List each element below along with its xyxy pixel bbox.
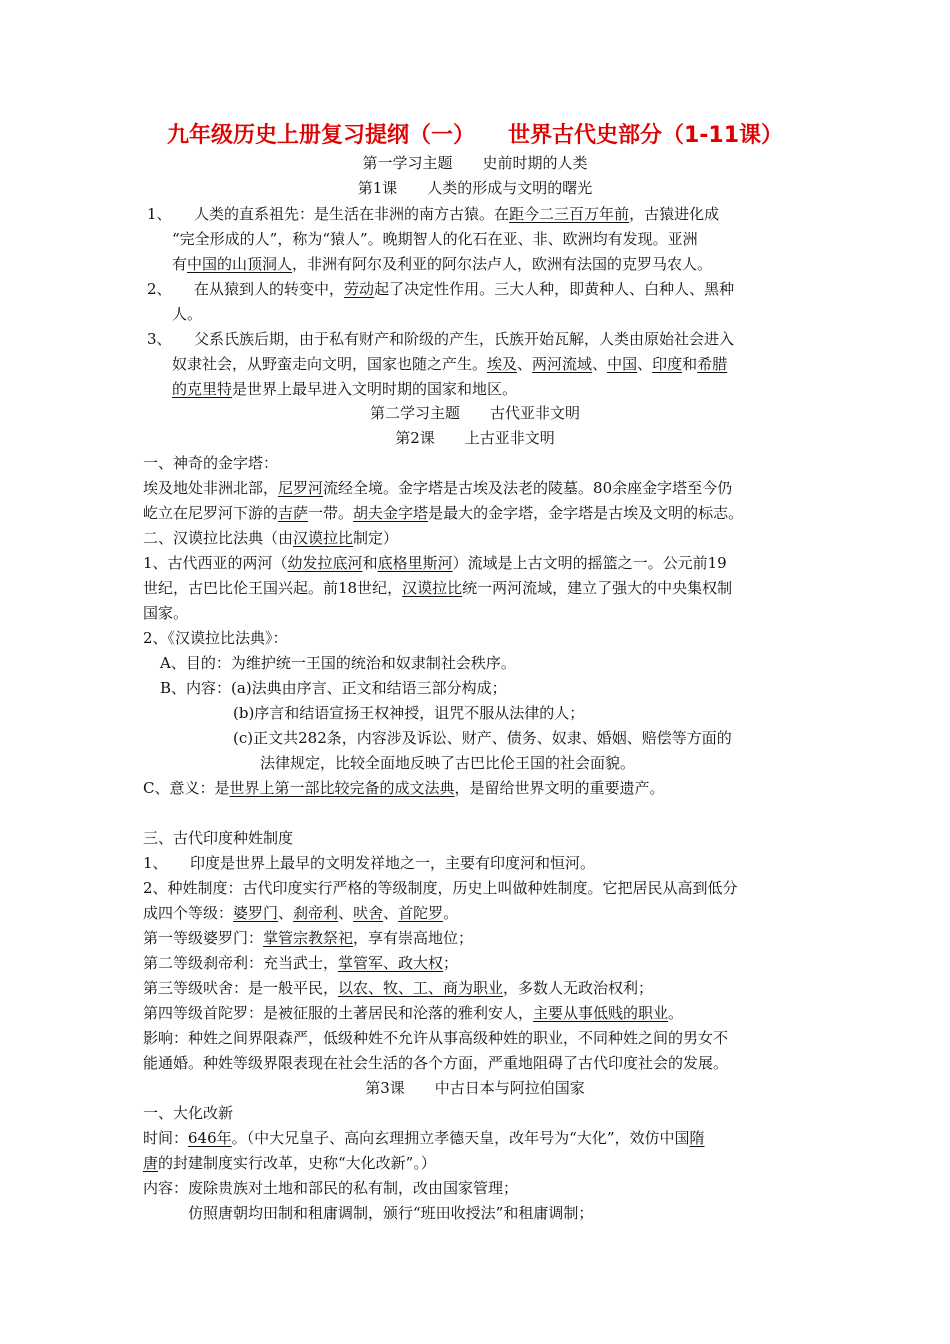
key-term: 劳动 (344, 280, 375, 298)
point-2-line-1 (147, 278, 734, 299)
key-term: 中国 (607, 355, 638, 373)
text: 成四个等级： (143, 904, 234, 922)
text: C、意义：是 (143, 779, 230, 797)
point-3-line-1: 3、 父系氏族后期，由于私有财产和阶级的产生，氏族开始瓦解，人类由原始社会进入 (147, 330, 735, 348)
text: 是最大的金字塔，金字塔是古埃及文明的标志。 (428, 504, 744, 522)
caste-vaishya (143, 977, 653, 998)
code-content-c-cont: 法律规定，比较全面地反映了古巴比伦王国的社会面貌。 (260, 754, 636, 772)
taika-time-line-2 (143, 1152, 436, 1173)
text: 第三等级吠舍：是一般平民， (143, 979, 339, 997)
section-heading-pyramids: 一、神奇的金字塔： (143, 454, 279, 472)
text: 起了决定性作用。三大人种，即黄种人、白种人、黑种 (374, 280, 735, 298)
key-term: 首陀罗 (398, 904, 444, 922)
section-heading-caste: 三、古代印度种姓制度 (143, 829, 294, 847)
key-term: 主要从事低贱的职业 (533, 1004, 669, 1022)
key-term: 婆罗门 (233, 904, 279, 922)
text: 。 (443, 904, 459, 922)
hammurabi-line-2 (143, 577, 732, 598)
code-content-b: (b)序言和结语宣扬王权神授，诅咒不服从法律的人； (233, 704, 585, 722)
key-term: 胡夫金字塔 (353, 504, 429, 522)
key-term: 中国的山顶洞人 (187, 255, 293, 273)
text: ）流域是上古文明的摇篮之一。公元前19 (452, 554, 727, 572)
point-1-line-1 (147, 203, 719, 224)
key-term: 吠舍 (353, 904, 384, 922)
text: ，古猿进化成 (629, 205, 720, 223)
text: 、 (637, 355, 653, 373)
key-term: 希腊 (697, 355, 728, 373)
point-2-line-2: 人。 (172, 305, 203, 323)
key-term: 埃及 (487, 355, 518, 373)
code-content-c: (c)正文共282条，内容涉及诉讼、财产、债务、奴隶、婚姻、赔偿等方面的 (233, 729, 732, 747)
point-1-line-3 (172, 253, 712, 274)
key-term: 唐 (143, 1154, 159, 1172)
key-term: 汉谟拉比 (402, 579, 463, 597)
text: ，享有崇高地位； (353, 929, 474, 947)
point-3-line-2 (172, 353, 727, 374)
text: 制定） (353, 529, 399, 547)
text: 第四等级首陀罗：是被征服的土著居民和沦落的雅利安人， (143, 1004, 534, 1022)
text: 埃及地处非洲北部， (143, 479, 279, 497)
text: 1、 人类的直系祖先：是生活在非洲的南方古猿。在 (147, 205, 510, 223)
lesson-heading-1: 第1课 人类的形成与文明的曙光 (357, 179, 593, 197)
taika-content-1: 内容：废除贵族对土地和部民的私有制，改由国家管理； (143, 1179, 519, 1197)
text: 有 (172, 255, 188, 273)
lesson-heading-2: 第2课 上古亚非文明 (395, 429, 555, 447)
taika-time-line-1 (143, 1127, 705, 1148)
code-purpose: A、目的：为维护统一王国的统治和奴隶制社会秩序。 (160, 654, 516, 672)
code-heading: 2、《汉谟拉比法典》： (143, 629, 288, 647)
caste-kshatriya (143, 952, 458, 973)
theme-heading-1: 第一学习主题 史前时期的人类 (362, 154, 588, 172)
text: 、 (383, 904, 399, 922)
text: 、 (338, 904, 354, 922)
key-term: 尼罗河 (278, 479, 324, 497)
taika-content-2: 仿照唐朝均田制和租庸调制，颁行“班田收授法”和租庸调制； (188, 1204, 594, 1222)
section-heading-hammurabi (143, 527, 398, 548)
text: 统一两河流域，建立了强大的中央集权制 (462, 579, 733, 597)
text: 时间： (143, 1129, 189, 1147)
key-term: 底格里斯河 (377, 554, 453, 572)
key-term: 吉萨 (278, 504, 309, 522)
text: ，多数人无政治权利； (503, 979, 654, 997)
point-3-line-3 (172, 378, 517, 399)
text: 、 (278, 904, 294, 922)
text: 。 (668, 1004, 684, 1022)
text: 2、 在从猿到人的转变中， (147, 280, 345, 298)
section-heading-taika: 一、大化改新 (143, 1104, 234, 1122)
key-term: 世界上第一部比较完备的成文法典 (229, 779, 455, 797)
text: 是世界上最早进入文明时期的国家和地区。 (232, 380, 518, 398)
text: 一带。 (308, 504, 354, 522)
text: 的封建制度实行改革，史称“大化改新”。） (158, 1154, 436, 1172)
hammurabi-line-3: 国家。 (143, 604, 189, 622)
text: 屹立在尼罗河下游的 (143, 504, 279, 522)
lesson-heading-3: 第3课 中古日本与阿拉伯国家 (365, 1079, 585, 1097)
text: 奴隶社会，从野蛮走向文明，国家也随之产生。 (172, 355, 488, 373)
caste-brahmin (143, 927, 473, 948)
caste-line-2: 2、种姓制度：古代印度实行严格的等级制度，历史上叫做种姓制度。它把居民从高到低分 (143, 879, 738, 897)
point-1-line-2: “完全形成的人”，称为“猿人”。晚期智人的化石在亚、非、欧洲均有发现。亚洲 (172, 230, 698, 248)
key-term: 掌管宗教祭祀 (263, 929, 354, 947)
text: ，非洲有阿尔及利亚的阿尔法卢人，欧洲有法国的克罗马农人。 (292, 255, 713, 273)
caste-impact-line-2: 能通婚。种姓等级界限表现在社会生活的各个方面，严重地阻碍了古代印度社会的发展。 (143, 1054, 729, 1072)
text: 。（中大兄皇子、高向玄理拥立孝德天皇，改年号为“大化”，效仿中国 (231, 1129, 690, 1147)
pyramids-line-1 (143, 477, 732, 498)
text: 和 (362, 554, 378, 572)
text: 世纪，古巴比伦王国兴起。前18世纪， (143, 579, 403, 597)
caste-impact-line-1: 影响：种姓之间界限森严，低级种姓不允许从事高级种姓的职业，不同种姓之间的男女不 (143, 1029, 729, 1047)
key-term: 印度 (652, 355, 683, 373)
text: 第一等级婆罗门： (143, 929, 264, 947)
hammurabi-line-1 (143, 552, 727, 573)
caste-shudra (143, 1002, 683, 1023)
caste-line-1: 1、 印度是世界上最早的文明发祥地之一，主要有印度河和恒河。 (143, 854, 596, 872)
key-term: 刹帝利 (293, 904, 339, 922)
key-term: 646年 (188, 1129, 232, 1147)
key-term: 距今二三百万年前 (509, 205, 630, 223)
document-title: 九年级历史上册复习提纲（一） 世界古代史部分（1-11课） (166, 123, 784, 148)
text: 二、汉谟拉比法典（由 (143, 529, 294, 547)
text: ； (443, 954, 459, 972)
text: 1、古代西亚的两河（ (143, 554, 288, 572)
text: 、 (592, 355, 608, 373)
caste-line-3 (143, 902, 458, 923)
text: ，是留给世界文明的重要遗产。 (454, 779, 665, 797)
text: 流经全境。金字塔是古埃及法老的陵墓。80余座金字塔至今仍 (323, 479, 733, 497)
key-term: 幼发拉底河 (287, 554, 363, 572)
key-term: 隋 (689, 1129, 705, 1147)
text: 第二等级刹帝利：充当武士， (143, 954, 339, 972)
key-term: 汉谟拉比 (293, 529, 354, 547)
pyramids-line-2 (143, 502, 743, 523)
text: 、 (517, 355, 533, 373)
key-term: 的克里特 (172, 380, 233, 398)
text: 和 (682, 355, 698, 373)
key-term: 以农、牧、工、商为职业 (338, 979, 504, 997)
theme-heading-2: 第二学习主题 古代亚非文明 (369, 404, 580, 422)
key-term: 两河流域 (532, 355, 593, 373)
code-content-a: B、内容：(a)法典由序言、正文和结语三部分构成； (160, 679, 507, 697)
key-term: 掌管军、政大权 (338, 954, 444, 972)
code-significance (143, 777, 665, 798)
